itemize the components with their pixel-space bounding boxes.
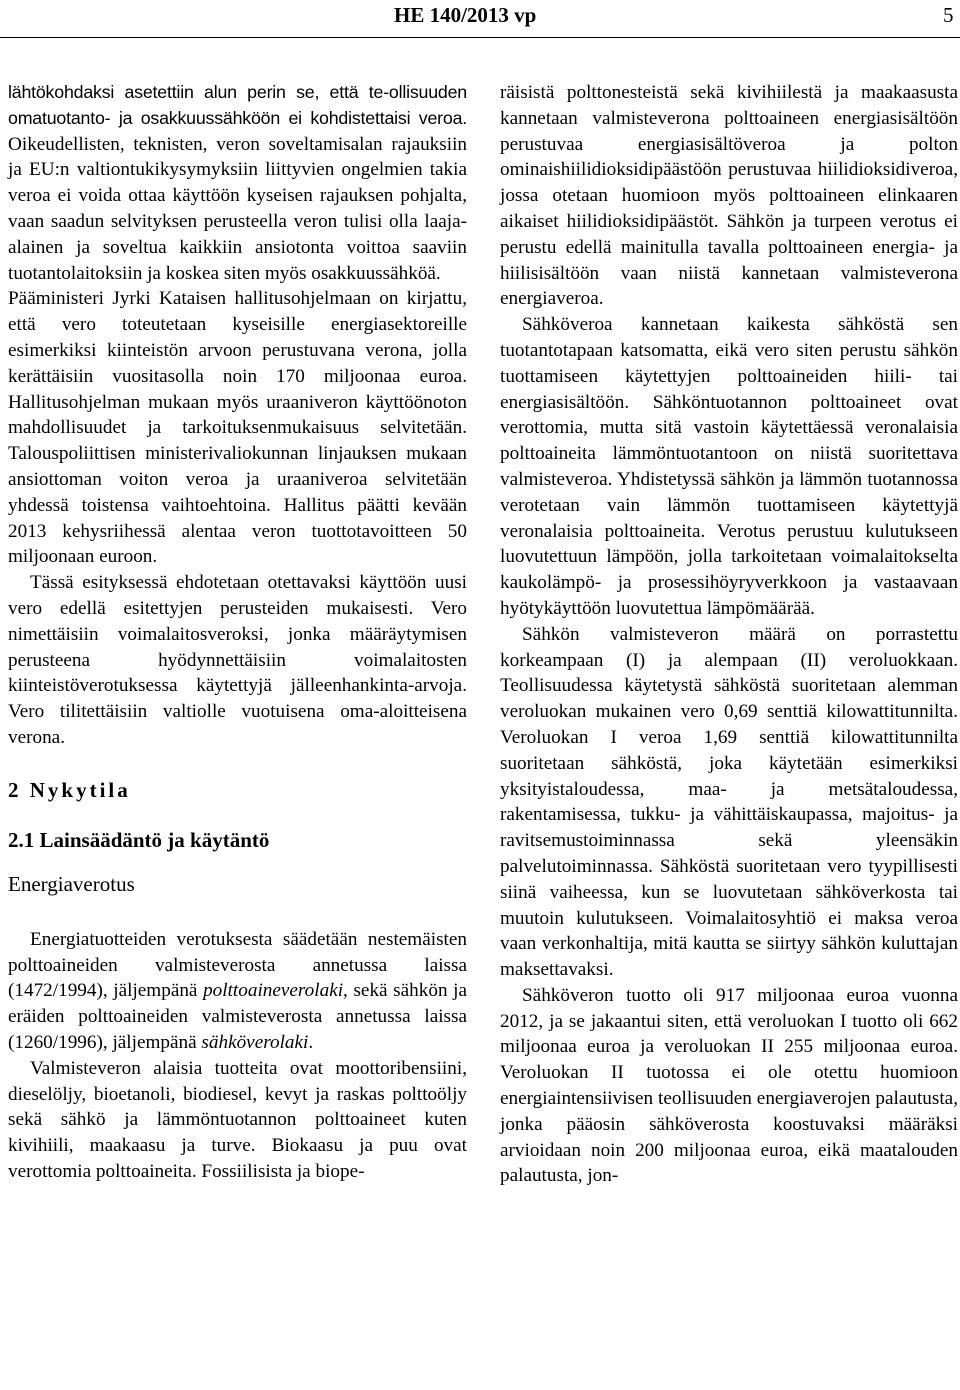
paragraph: räisistä polttonesteistä sekä kivihiilestä ja maakaasusta kannetaan valmisteverona polttoaineen energiasisältöön perustuvaa energiasisältöveroa ja polton ominaishiilidioksidipäästöön perustuvaa hiilidioksidiveroa, jossa otetaan huomioon myös polttoaineen elinkaaren aikaiset hiilidioksidipäästöt. Sähkön ja turpeen verotus ei perustu edellä mainitulla tavalla polttoaineen energia- ja hiilisisältöön vaan niistä kannetaan valmisteverona energiaveroa. bbox=[500, 82, 958, 310]
emphasis-term: polttoaineverolaki bbox=[203, 980, 344, 1002]
emphasis-term: sähköverolaki bbox=[201, 1031, 309, 1053]
paragraph: Sähkön valmisteveron määrä on porrastettu korkeampaan (I) ja alempaan (II) veroluokkaan. Teollisuudessa käytetystä sähköstä suoritetaan alemman veroluokan mukainen vero 0,69 senttiä kilowattitunnilta. Veroluokan I veroa 1,69 senttiä kilowattitunnilta suoritetaan sähköstä, joka käytetään esimerkiksi yksityistaloudessa, maa- ja metsätaloudessa, rakentamisessa, tukku- ja vähittäiskaupassa, majoitus- ja ravitsemustoiminnassa sekä yleensäkin palvelutoiminnassa. Sähköstä suoritetaan vero tyypillisesti siinä vaiheessa, kun se luovutetaan sähköverkosta tai muutoin kulutukseen. Voimalaitosyhtiö ei maksa veroa vaan verkonhaltija, mitä kautta se siirtyy sähkön kuluttajan maksettavaksi. bbox=[500, 623, 958, 981]
document-id: HE 140/2013 vp bbox=[394, 3, 537, 27]
right-column bbox=[500, 80, 958, 1189]
section-heading: 2.1 Lainsäädäntö ja käytäntö bbox=[8, 827, 270, 852]
paragraph-text: Oikeudellisten, teknisten, veron soveltamisalan rajauksiin ja EU:n valtiontukikysymyksiin liittyvien ongelmien takia veroa ei voida ottaa käyttöön kyseisen rajauksen pohjalta, vaan saadun selvityksen perusteella veron tulisi olla laaja-alainen ja soveltua kaikkiin ansiotonta voittoa saaviin tuotantolaitoksiin ja koskea siten myös osakkuussähköä. bbox=[8, 133, 467, 284]
paragraph-text: Talouspoliittisen ministerivaliokunnan linjauksen mukaan ansiottoman voiton veroa ja uraaniveroa selvitetään yhdessä toistensa vaihtoehtoina. Hallitus päätti kevään 2013 kehysriihessä alentaa veron tuottotavoitteen 50 miljoonaan euroon. bbox=[8, 443, 467, 568]
paragraph bbox=[8, 927, 467, 1056]
paragraph: Sähköveroa kannetaan kaikesta sähköstä sen tuotantotapaan katsomatta, eikä vero siten perustu sähkön tuottamiseen käytettyjen polttoaineiden hiili- tai energiasisältöön. Sähköntuotannon polttoaineet ovat verottomia, mutta sitä vastoin käytettäessä veronalaisia polttoaineita lämmöntuotantoon on niistä suoritettava valmisteveroa. Yhdistetyssä sähkön ja lämmön tuotannossa verotetaan vain lämmön tuottamiseen käytettyjä veronalaisia polttoaineita. Verotus perustuu kulutukseen luovutettuun lämpöön, jolla tarkoitetaan voimalaitokselta kaukolämpö- ja prosessihöyryverkkoon ja vastaavaan hyötykäyttöön luovutettua lämpömäärää. bbox=[500, 314, 958, 619]
paragraph bbox=[8, 80, 467, 286]
paragraph-text: Energiatuotteiden verotuksesta säädetään nestemäisten polttoaineiden valmisteverosta annetussa laissa (1472/1994), jäljempänä bbox=[8, 928, 467, 1002]
paragraph-text-sans: lähtökohdaksi asetettiin alun perin se, että te-ollisuuden omatuotanto- ja osakkuussähköön ei kohdistettaisi veroa. bbox=[8, 82, 467, 128]
paragraph-text: . bbox=[308, 1031, 314, 1053]
page-header bbox=[0, 0, 960, 48]
paragraph-text: Pääministeri Jyrki Kataisen hallitusohjelmaan on kirjattu, että vero toteutetaan kyseisille energiasektoreille esimerkiksi kiinteistön arvoon perustuvana verona, jolla kerättäisiin vuositasolla noin 170 miljoonaa euroa. Hallitusohjelman mukaan myös uraaniveron käyttöönoton mahdollisuudet ja tarkoituksenmukaisuus selvitetään. bbox=[8, 288, 467, 439]
paragraph-text: , sekä sähkön ja eräiden polttoaineiden valmisteverosta annetussa laissa (1260/1996), jäljempänä bbox=[8, 980, 467, 1053]
paragraph: Sähköveron tuotto oli 917 miljoonaa euroa vuonna 2012, ja se jakaantui siten, että veroluokan I tuotto oli 662 miljoonaa euroa ja veroluokan II 255 miljoonaa euroa. Veroluokan II tuotossa ei ole otettu huomioon energiaintensiivisen teollisuuden energiaverojen palautusta, jonka pääosin sähköverosta koostuvaksi määräksi arvioidaan noin 200 miljoonaa euroa, eikä maatalouden palautusta, jon- bbox=[500, 984, 958, 1187]
page-number: 5 bbox=[943, 3, 954, 27]
header-rule bbox=[0, 37, 960, 38]
paragraph: Tässä esityksessä ehdotetaan otettavaksi käyttöön uusi vero edellä esitettyjen perusteiden mukaisesti. Vero nimettäisiin voimalaitosveroksi, jonka määräytymisen perusteena hyödynnettäisiin voimalaitosten kiinteistöverotuksessa käytettyjä jälleenhankinta-arvoja. Vero tilitettäisiin valtiolle vuotuisena oma-aloitteisena verona. bbox=[8, 572, 467, 748]
subsection-heading: Energiaverotus bbox=[8, 871, 135, 896]
left-column bbox=[8, 80, 467, 1185]
paragraph: Valmisteveron alaisia tuotteita ovat moottoribensiini, dieselöljy, bioetanoli, biodiesel, kevyt ja raskas polttoöljy sekä sähkö ja lämmöntuotannon polttoaineet kuten kivihiili, maakaasu ja turve. Biokaasu ja puu ovat verottomia polttoaineita. Fossiilisista ja biope- bbox=[8, 1057, 467, 1182]
chapter-heading: 2 Nykytila bbox=[8, 777, 131, 802]
paragraph bbox=[8, 286, 467, 570]
